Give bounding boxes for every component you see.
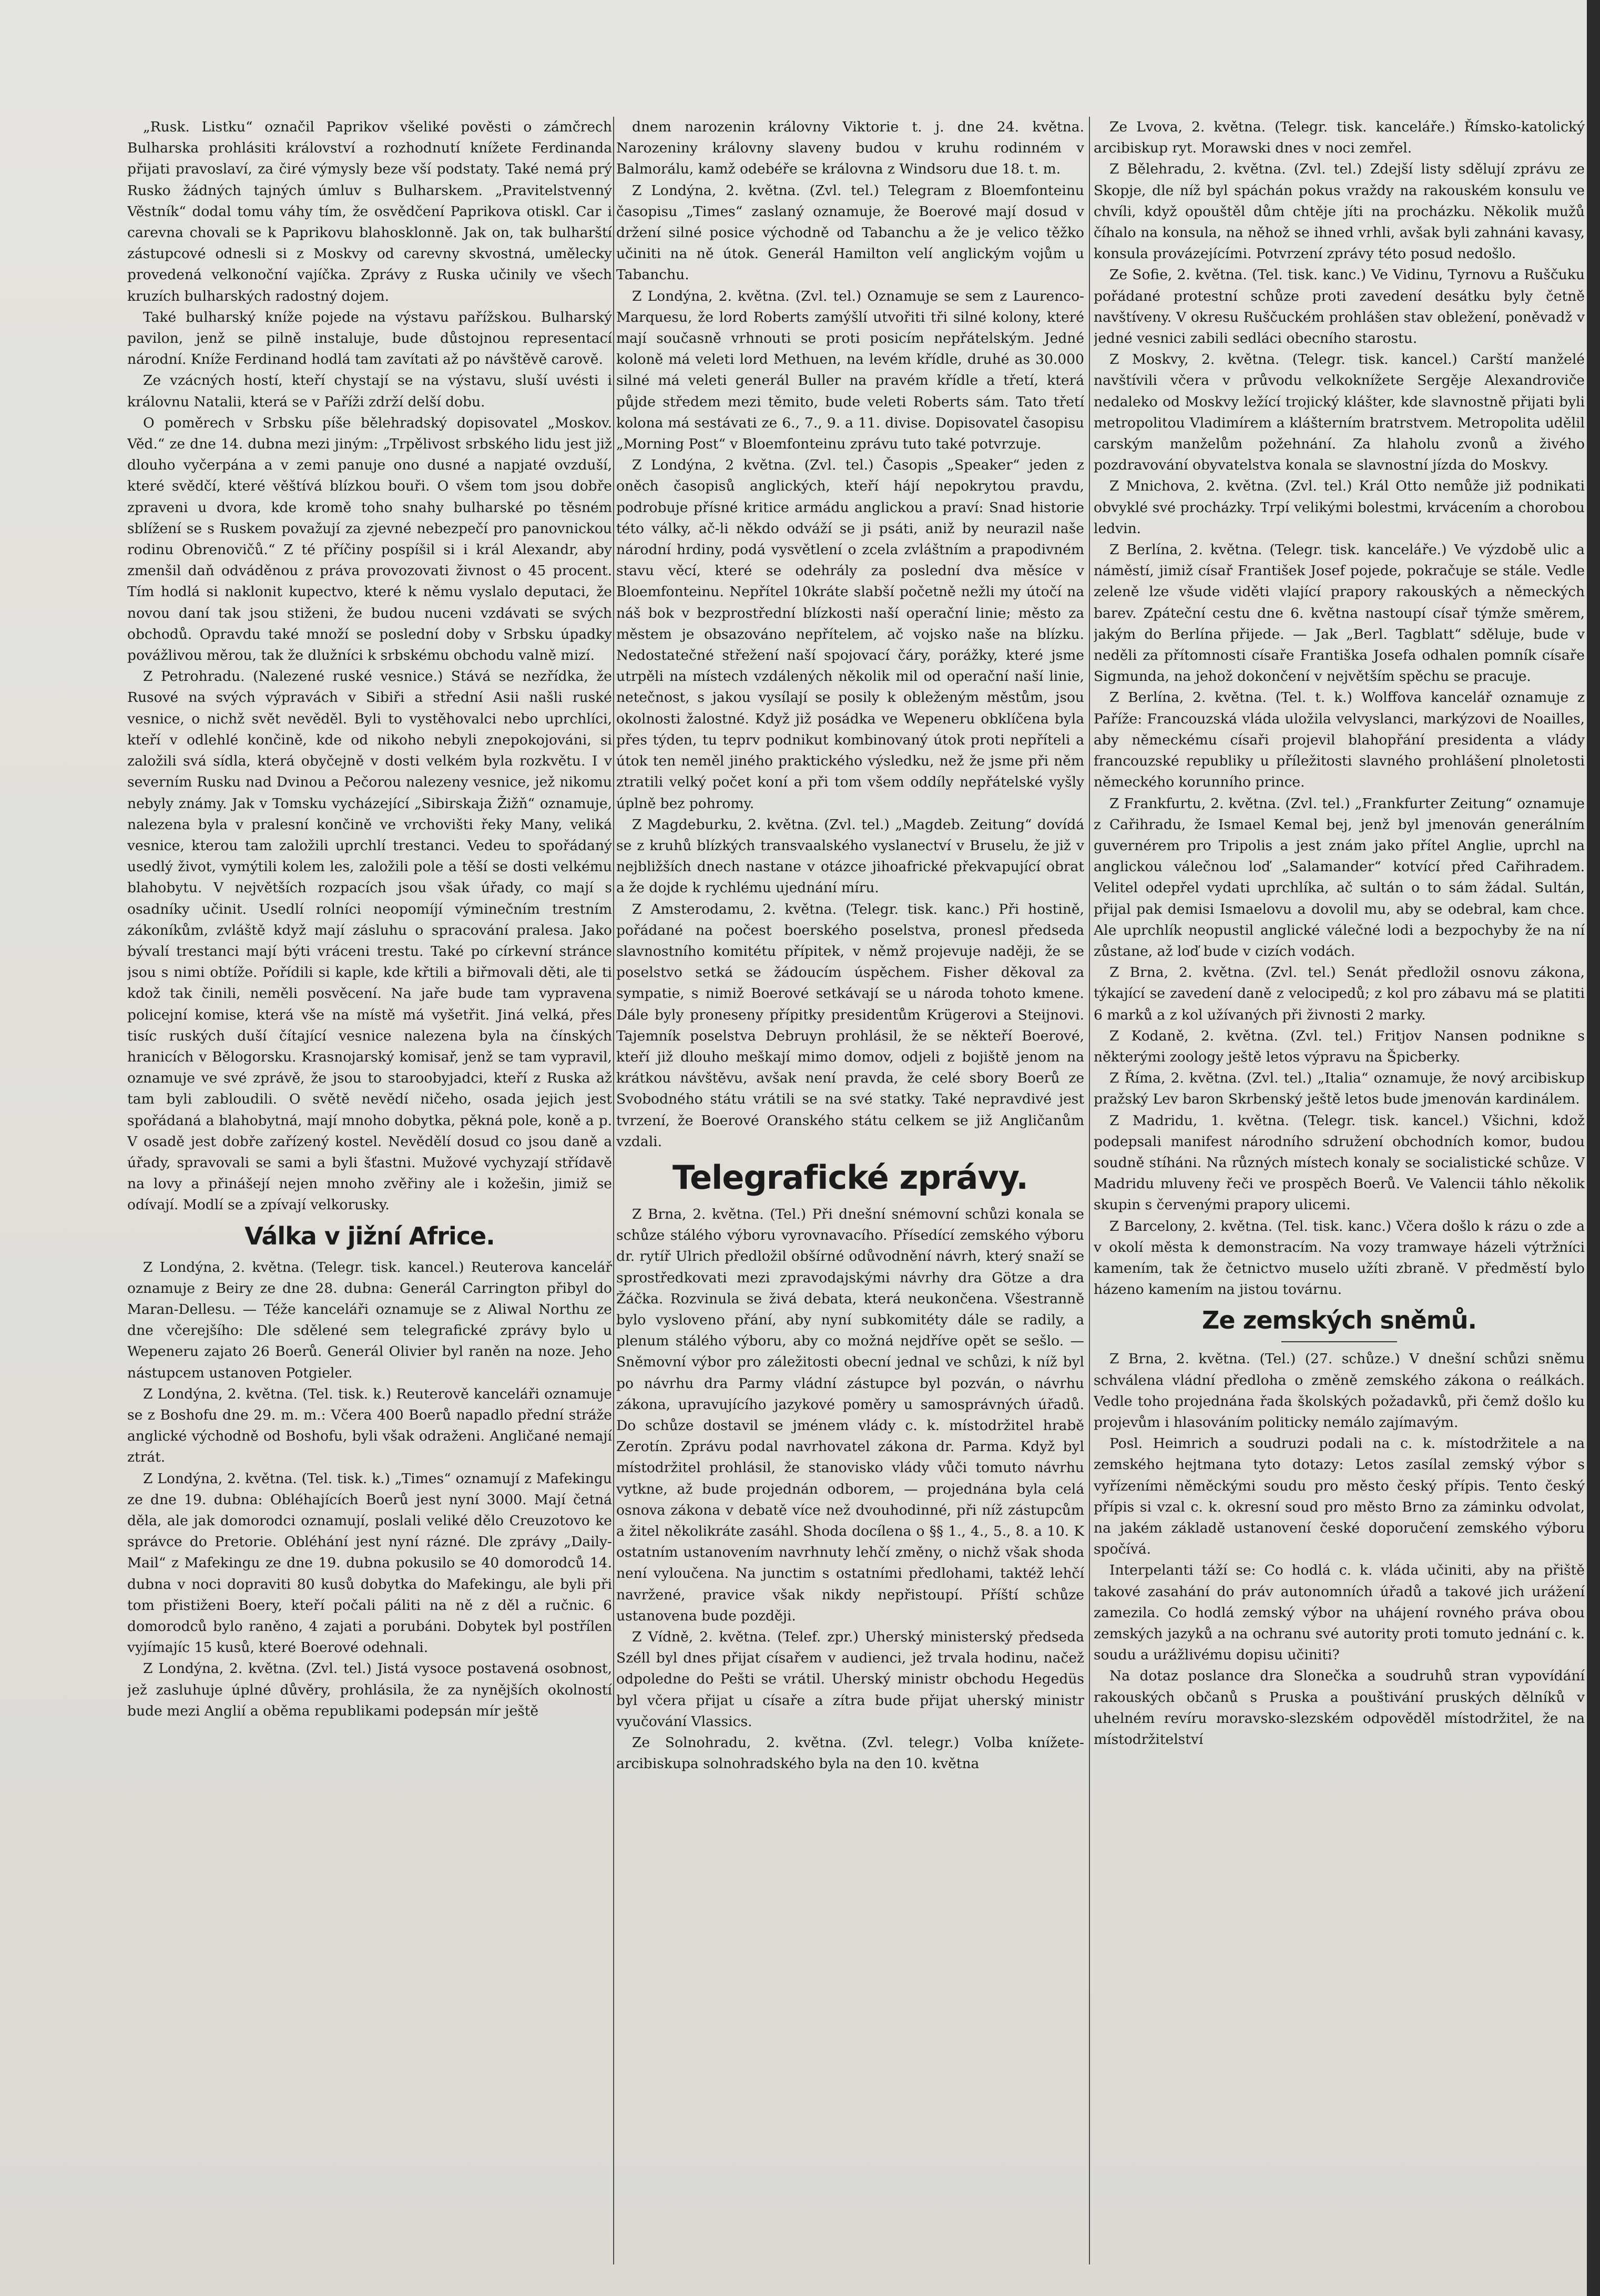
heading-underline: [1281, 1341, 1397, 1342]
article-paragraph: O poměrech v Srbsku píše bělehradský dopisovatel „Moskov. Věd.“ ze dne 14. dubna mezi jiným: „Trpělivost srbského lidu jest již dlouho vyčerpána a v zemi panuje ono dusné a napjaté ovzduší, které svědčí, které věštívá blízkou bouři. O všem tom jsou dobře zpraveni u dvora, kde kromě toho snahy bulharské po těsném sblížení se s Ruskem považují za zjevné nebezpečí pro panovnickou rodinu Obrenovičů.“ Z té příčiny pospíšil si i král Alexandr, aby zmenšil daň odváděnou z práva provozovati živnost o 45 procent. Tím hodlá si naklonit kupectvo, které k němu vyslalo deputaci, že novou daní tak jsou stiženi, že budou nuceni vzdávati se svých obchodů. Opravdu také množí se poslední doby v Srbsku úpadky povážlivou měrou, tak že dlužníci k srbskému obchodu valně mizí.: [127, 414, 612, 664]
article-paragraph: Z Londýna, 2 května. (Zvl. tel.) Časopis „Speaker“ jeden z oněch časopisů anglických, kteří hájí nepokrytou pravdu, podrobuje přísné kritice armádu anglickou a praví: Snad historie této války, ač-li někdo odváží se ji psáti, aniž by neurazil naše národní hrdiny, podá vysvětlení o zcela zvláštním a prapodivném stavu věcí, které se odehrály za poslední dva měsíce v Bloemfonteinu. Nepřítel 10kráte slabší početně nežli my útočí na náš bok v bezprostřední blízkosti naší operační linie; město za městem je obsazováno nepřítelem, ač vojsko naše na blízku. Nedostatečné střežení naší spojovací čáry, porážky, které jsme utrpěli na místech vzdálených několik mil od operační naší linie, netečnost, s jakou vysílají se posily k obleženým městům, jsou okolnosti žalostné. Když již posádka ve Wepeneru obklíčena byla přes týden, tu teprv podnikut kombinovaný útok proti nepříteli a útok ten neměl jiného praktického výsledku, než že jsme při něm ztratili velký počet koní a při tom všem oddíly nepřátelské vyšly úplně bez pohromy.: [616, 457, 1084, 812]
page-edge: [1587, 0, 1600, 2296]
article-paragraph: Ze Lvova, 2. května. (Telegr. tisk. kanceláře.) Římsko-katolický arcibiskup ryt. Morawski dnes v noci zemřel.: [1094, 119, 1585, 157]
article-paragraph: „Rusk. Listku“ označil Paprikov všeliké pověsti o zámčrech Bulharska prohlásiti království a rozhodnutí knížete Ferdinanda přijati pravoslaví, za čiré výmysly beze vší podstaty. Také nemá prý Rusko žádných tajných úmluv s Bulharskem. „Pravitelstvenný Věstník“ dodal tomu váhy tím, že osvědčení Paprikova otiskl. Car i carevna chovali se k Paprikovu blahosklonně. Jak on, tak bulharští zástupcové odnesli si z Moskvy od carevny skvostná, umělecky provedená velkonoční vajíčka. Zprávy z Ruska učinily ve všech kruzích bulharských radostný dojem.: [127, 119, 612, 304]
article-paragraph: Z Amsterodamu, 2. května. (Telegr. tisk. kanc.) Při hostině, pořádané na počest boerského poselstva, pronesl předseda slavnostního komitétu přípitek, v němž projevuje naději, že se poselstvo setká se žádoucím úspěchem. Fisher děkoval za sympatie, s nimiž Boerové setkávají se u národa tohoto kmene. Dále byly proneseny přípitky presidentům Krügerovi a Steijnovi. Tajemník poselstva Debruyn prohlásil, že se někteří Boerové, kteří již dlouho meškají mimo domov, odjeli z bojiště jenom na krátkou návštěvu, avšak není pravda, že celé sbory Boerů ze Svobodného státu vrátili se na své statky. Také nepravdivé jest tvrzení, že Boerové Oranského státu celkem se již Angličanům vzdali.: [616, 901, 1084, 1150]
article-paragraph: Z Londýna, 2. května. (Tel. tisk. k.) „Times“ oznamují z Mafekingu ze dne 19. dubna: Obléhajících Boerů jest nyní 3000. Mají četná děla, ale jak domorodci oznamují, poslali veliké dělo Creuzotovo ke správce do Pretorie. Obléhání jest nyní rázné. Dle zprávy „Daily-Mail“ z Mafekingu ze dne 19. dubna pokusilo se 40 domorodců 14. dubna v noci dopraviti 80 kusů dobytka do Mafekingu, ale byli při tom přistiženi Boery, kteří počali páliti na ně z děl a ručnic. 6 domorodců bylo raněno, 4 zajati a porubáni. Dobytek byl postřílen vyjímajíc 15 kusů, které Boerové odehnali.: [127, 1470, 612, 1656]
article-paragraph: Z Madridu, 1. května. (Telegr. tisk. kancel.) Všichni, kdož podepsali manifest národního sdružení obchodních komor, budou soudně stíháni. Na různých místech konaly se socialistické schůze. V Madridu mluveny řeči ve prospěch Boerů. Ve Valencii táhlo několik skupin s červenými prapory ulicemi.: [1094, 1112, 1585, 1213]
column-rule: [613, 117, 614, 2264]
article-paragraph: dnem narozenin královny Viktorie t. j. dne 24. května. Narozeniny královny slaveny budou v kruhu rodinném v Balmorálu, kamž odebéře se královna z Windsoru due 18. t. m.: [616, 119, 1084, 178]
column-3: [1094, 117, 1585, 2262]
article-paragraph: Z Bělehradu, 2. května. (Zvl. tel.) Zdejší listy sdělují zprávu ze Skopje, dle níž byl spáchán pokus vraždy na rakouském konsulu ve chvíli, když opouštěl dům chtěje jíti na procházku. Několik mužů číhalo na konsula, na něhož se ihned vrhli, avšak byli zahnáni kavasy, konsula provázejícími. Potvrzení zprávy této posud nedošlo.: [1094, 161, 1585, 262]
article-paragraph: Z Říma, 2. května. (Zvl. tel.) „Italia“ oznamuje, že nový arcibiskup pražský Lev baron Skrbenský ještě letos bude jmenován kardinálem.: [1094, 1070, 1585, 1108]
article-paragraph: Ze Solnohradu, 2. května. (Zvl. telegr.) Volba knížete-arcibiskupa solnohradského byla na den 10. května: [616, 1734, 1084, 1772]
article-paragraph: Interpelanti táží se: Co hodlá c. k. vláda učiniti, aby na přiště takové zasahání do práv autonomních úřadů a takové jich urážení zamezila. Co hodlá zemský výbor na uhájení rovného práva obou zemských jazyků a na ochranu své autority proti tomuto jednání c. k. soudu a urážlivému dopisu učiniti?: [1094, 1562, 1585, 1664]
article-paragraph: Ze vzácných hostí, kteří chystají se na výstavu, sluší uvésti i královnu Natalii, která se v Paříži zdrží delší dobu.: [127, 372, 612, 410]
column-rule: [1089, 117, 1090, 2264]
article-paragraph: Z Frankfurtu, 2. května. (Zvl. tel.) „Frankfurter Zeitung“ oznamuje z Cařihradu, že Ismael Kemal bej, jenž byl jmenován generálním guvernérem pro Tripolis a jest znám jako přítel Anglie, uprchl na anglickou válečnou loď „Salamander“ kotvící před Cařihradem. Velitel odepřel vydati uprchlíka, ač sultán o to sám žádal. Sultán, přijal pak demisi Ismaelovu a dovolil mu, aby se odebral, kam chce. Ale uprchlík neopustil anglické válečné lodi a bezpochyby že na ní zůstane, až loď bude v cizích vodách.: [1094, 795, 1585, 960]
article-paragraph: Z Londýna, 2. května. (Zvl. tel.) Jistá vysoce postavená osobnost, jež zasluhuje úplné důvěry, prohlásila, že za nynějších okolností bude mezi Anglií a oběma republikami podepsán mír ještě: [127, 1660, 612, 1719]
article-paragraph: Z Brna, 2. května. (Tel.) (27. schůze.) V dnešní schůzi sněmu schválena vládní předloha o změně zemského zákona o reálkách. Vedle toho projednána řada školských požadavků, při čemž došlo ku projevům i hlasováním politicky nemálo zajímavým.: [1094, 1351, 1585, 1431]
article-paragraph: Na dotaz poslance dra Slonečka a soudruhů stran vypovídání rakouských občanů s Pruska a pouštivání pruských dělníků v uhelném revíru moravsko-slezském odpověděl místodržitel, že na místodržitelství: [1094, 1668, 1585, 1748]
article-paragraph: Také bulharský kníže pojede na výstavu pařížskou. Bulharský pavilon, jenž se pilně instaluje, bude důstojnou representací národní. Kníže Ferdinand hodlá tam zavítati až po návštěvě carově.: [127, 309, 612, 368]
article-paragraph: Z Moskvy, 2. května. (Telegr. tisk. kancel.) Carští manželé navštívili včera v průvodu velkoknížete Sergěje Alexandroviče nedaleko od Moskvy ležící trojický klášter, kde slavnostně přijati byli metropolitou Vladimírem a klášterním bratrstvem. Metropolita udělil carským manželům požehnání. Za hlaholu zvonů a živého pozdravování obyvatelstva konala se slavnostní jízda do Moskvy.: [1094, 351, 1585, 474]
article-paragraph: Z Londýna, 2. května. (Telegr. tisk. kancel.) Reuterova kancelář oznamuje z Beiry ze dne 28. dubna: Generál Carrington přibyl do Maran-Dellesu. — Téže kanceláři oznamuje se z Aliwal Northu ze dne včerejšího: Dle sdělené sem telegrafické zprávy bylo u Wepeneru zajato 26 Boerů. Generál Olivier byl raněn na noze. Jeho nástupcem ustanoven Potgieler.: [127, 1259, 612, 1381]
article-paragraph: Z Kodaně, 2. května. (Zvl. tel.) Fritjov Nansen podnikne s některými zoology ještě letos výpravu na Špicberky.: [1094, 1027, 1585, 1065]
article-paragraph: Z Barcelony, 2. května. (Tel. tisk. kanc.) Včera došlo k rázu o zde a v okolí města k demonstracím. Na vozy tramwaye házeli výtržníci kamením, tak že četnictvo muselo užíti zbraně. V předměstí bylo házeno kamením na jistou továrnu.: [1094, 1218, 1585, 1298]
article-paragraph: Ze Sofie, 2. května. (Tel. tisk. kanc.) Ve Vidinu, Tyrnovu a Ruščuku pořádané protestní schůze proti zavedení desátku byly četně navštíveny. V okresu Ruščuckém prohlášen stav obležení, poněvadž v jedné vesnici zabili sedláci obecního starostu.: [1094, 267, 1585, 347]
article-paragraph: Z Londýna, 2. května. (Zvl. tel.) Telegram z Bloemfonteinu časopisu „Times“ zaslaný oznamuje, že Boerové mají dosud v držení silné posice východně od Tabanchu a že je velico těžko učiniti na ně útok. Generál Hamilton velí anglickým vojům u Tabanchu.: [616, 182, 1084, 283]
article-paragraph: Z Londýna, 2. května. (Tel. tisk. k.) Reuterově kanceláři oznamuje se z Boshofu dne 29. m. m.: Včera 400 Boerů napadlo přední stráže anglické východně od Boshofu, byli však odraženi. Angličané nemají ztrát.: [127, 1385, 612, 1466]
article-paragraph: Z Brna, 2. května. (Zvl. tel.) Senát předložil osnovu zákona, týkající se zavedení daně z velocipedů; z kol pro zábavu má se platiti 6 marků a z kol užívaných při živnosti 2 marky.: [1094, 964, 1585, 1023]
section-heading: Ze zemských sněmů.: [1202, 1306, 1476, 1335]
article-paragraph: Z Vídně, 2. května. (Telef. zpr.) Uherský ministerský předseda Széll byl dnes přijat císařem v audienci, jež trvala hodinu, načež odpoledne do Pešti se vrátil. Uherský ministr obchodu Hegedüs byl včera přijat u císaře a zítra bude přijat uherský ministr vyučování Vlassics.: [616, 1629, 1084, 1730]
article-paragraph: Z Mnichova, 2. května. (Zvl. tel.) Král Otto nemůže již podnikati obvyklé své procházky. Trpí velikými bolestmi, krvácením a chorobou ledvin.: [1094, 478, 1585, 537]
article-paragraph: Z Berlína, 2. května. (Tel. t. k.) Wolffova kancelář oznamuje z Paříže: Francouzská vláda uložila velvyslanci, markýzovi de Noailles, aby německému císaři projevil blahopřání presidenta a vlády francouzské republiky u příležitosti slavného prohlášení plnoletosti německého korunního prince.: [1094, 689, 1585, 791]
article-paragraph: Z Brna, 2. května. (Tel.) Při dnešní snémovní schůzi konala se schůze stálého výboru vyrovnavacího. Přísedící zemského výboru dr. rytíř Ulrich předložil obšírné odůvodnění návrh, který snaží se sprostředkovati mezi zpravodajskými návrhy dra Götze a dra Žáčka. Rozvinula se živá debata, která neukončena. Všestranně bylo vysloveno přání, aby nyní subkomitéty dále se radily, a plenum stálého výboru, aby co možná nejdříve opět se sešlo. — Sněmovní výbor pro záležitosti obecní jednal ve schůzi, k níž byl po návrhu dra Parmy vládní zástupce byl pozván, o návrhu zákona, upravujícího jazykové poměry u samosprávných úřadů. Do schůze dostavil se jménem vlády c. k. místodržitel hrabě Zerotín. Zprávu podal navrhovatel zákona dr. Parma. Když byl místodržitel prohlásil, že stanovisko vlády vůči tomuto návrhu vytkne, až bude projednán odborem, — projednána byla celá osnova zákona v debatě více než dvouhodinné, při níž zástupcům a žitel několikráte zasáhl. Shoda docílena o §§ 1., 4., 5., 8. a 10. K ostatním ustanovením navrhnuty lehčí změny, o nichž však shoda není vyloučena. Na junctim s ostatními předlohami, taktéž lehčí navržené, pravice však nikdy nepřistoupí. Příští schůze ustanovena bude později.: [616, 1206, 1084, 1624]
column-2: [616, 117, 1084, 2262]
article-paragraph: Z Petrohradu. (Nalezené ruské vesnice.) Stává se nezřídka, že Rusové na svých výpravách v Sibiři a střední Asii našli ruské vesnice, o nichž svět nevěděl. Byli to vystěhovalci nebo uprchlíci, kteří v odlehlé končině, kde od nikoho nebyli znepokojováni, si založili svá sídla, která obyčejně v dosti velkém byla rozkvětu. I v severním Rusku nad Dvinou a Pečorou nalezeny vesnice, jež nikomu nebyly známy. Jak v Tomsku vycházející „Sibirskaja Žižň“ oznamuje, nalezena byla v pralesní končině ve vrchovišti řeky Many, veliká vesnice, kterou tam založili uprchlí trestanci. Vedeu to spořádaný usedlý život, vymýtili kolem les, založili pole a těší se dosti velkému blahobytu. V největších rozpacích jsou však úřady, co mají s osadníky učinit. Usedlí rolníci neopomíjí výminečním trestním zákoníkům, zvláště když mají zásluhu o spracování pralesa. Jako bývalí trestanci mají býti vráceni trestu. Také po církevní stránce jsou s nimi obtíže. Pořídili si kaple, kde křtili a biřmovali děti, ale ti kdož tak činili, neměli posvěcení. Na jaře bude tam vypravena policejní komise, která vše na místě má vyšetřit. Jiná velká, přes tisíc ruských duší čítající vesnice nalezena byla na čínských hranicích v Bělogorsku. Krasnojarský komisař, jenž se tam vypravil, oznamuje ve své zprávě, že jsou to staroobyjadci, kteří z Ruska až tam byli zabloudili. O světě nevědí ničeho, osada jejich jest spořádaná a blahobytná, mají mnoho dobytka, pěkná pole, koně a p. V osadě jest dobře zařízený kostel. Nevědělí dosud co jsou daně a úřady, spravovali se sami a byli šťastni. Mužové vychyzají střídavě na lovy a přinášejí nejen mnoho zvěřiny ale i kožešin, jimiž se odívají. Modlí se a zpívají velkorusky.: [127, 668, 612, 1213]
section-heading: Telegrafické zprávy.: [672, 1158, 1028, 1197]
article-paragraph: Z Berlína, 2. května. (Telegr. tisk. kanceláře.) Ve výzdobě ulic a náměstí, jimiž císař František Josef pojede, pokračuje se stále. Vedle zeleně lze všude viděti vlající prapory rakouských a německých barev. Zpáteční cestu dne 6. května nastoupí císař týmže směrem, jakým do Berlína přijede. — Jak „Berl. Tagblatt“ sděluje, bude v neděli za přítomnosti císaře Františka Josefa odhalen pomník císaře Sigmunda, na jehož dokončení v největším spěchu se pracuje.: [1094, 542, 1585, 685]
section-heading: Válka v jižní Africe.: [244, 1221, 495, 1250]
article-paragraph: Z Magdeburku, 2. května. (Zvl. tel.) „Magdeb. Zeitung“ dovídá se z kruhů blízkých transvaalského vyslanectví v Bruselu, že již v nejbližších dnech nastane v otázce jihoafrické překvapující obrat a že dojde k rychlému ujednání míru.: [616, 816, 1084, 896]
article-paragraph: Z Londýna, 2. května. (Zvl. tel.) Oznamuje se sem z Laurenco-Marquesu, že lord Roberts zamýšlí utvořiti tři silné kolony, které mají současně vrhnouti se proti posicím nepřátelským. Jedné koloně má veleti lord Methuen, na levém křídle, druhé as 30.000 silné má veleti generál Buller na pravém křídle a třetí, která půjde středem mezi těmito, bude veleti Roberts sám. Tato třetí kolona má sestávati ze 6., 7., 9. a 11. divise. Dopisovatel časopisu „Morning Post“ v Bloemfonteinu zprávu tuto také potvrzuje.: [616, 288, 1084, 453]
article-paragraph: Posl. Heimrich a soudruzi podali na c. k. místodržitele a na zemského hejtmana tyto dotazy: Letos zasílal zemský výbor s vyřízeními něměckými soudu pro město český přípis. Tento český přípis si vzal c. k. okresní soud pro město Brno za záminku odvolat, na jakém základě ustanovení české doporučení zemského výboru spočívá.: [1094, 1435, 1585, 1558]
column-1: [127, 117, 612, 2262]
